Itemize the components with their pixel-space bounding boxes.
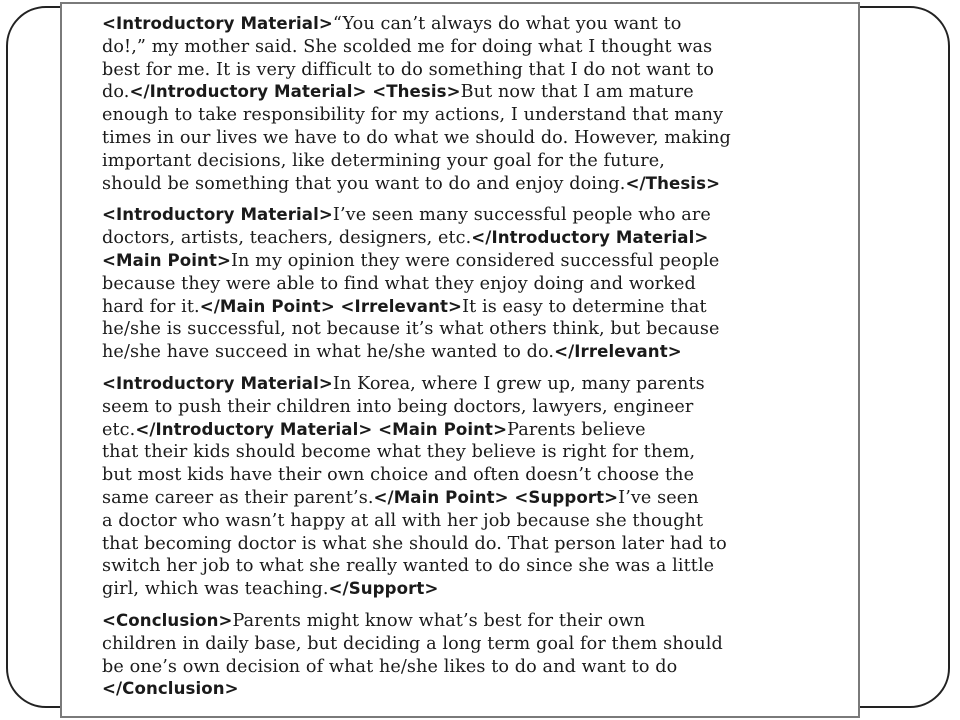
essay-text: he/she is successful, not because it’s what others think, but because <box>102 319 720 340</box>
markup-tag: <Main Point> <box>378 419 508 439</box>
essay-text: a doctor who wasn’t happy at all with her job because she thought <box>102 510 704 531</box>
essay-text: do!,” my mother said. She scolded me for doing what I thought was <box>102 36 713 57</box>
essay-text: important decisions, like determining your goal for the future, <box>102 150 665 171</box>
essay-document <box>60 2 860 718</box>
markup-tag: </Introductory Material> <box>471 228 709 248</box>
essay-text: same career as their parent’s. <box>102 487 374 508</box>
essay-text: I’ve seen <box>618 487 699 508</box>
markup-tag: </Main Point> <box>373 487 509 507</box>
essay-text: Parents believe <box>507 419 646 440</box>
essay-text: In my opinion they were considered successful people <box>231 250 720 271</box>
essay-text: he/she have succeed in what he/she wanted to do. <box>102 342 555 363</box>
markup-tag: <Thesis> <box>372 82 461 102</box>
essay-text: In Korea, where I grew up, many parents <box>332 373 705 394</box>
markup-tag: </Support> <box>328 579 439 599</box>
essay-text: doctors, artists, teachers, designers, etc. <box>102 228 472 249</box>
essay-text: but most kids have their own choice and often doesn’t choose the <box>102 465 695 486</box>
essay-text: hard for it. <box>102 296 200 317</box>
paragraph-2 <box>102 204 848 364</box>
essay-text: do. <box>102 82 130 103</box>
paragraph-1 <box>102 13 848 195</box>
markup-tag: <Introductory Material> <box>102 205 333 225</box>
essay-text: times in our lives we have to do what we should do. However, making <box>102 127 731 148</box>
essay-text: “You can’t always do what you want to <box>332 14 682 34</box>
essay-text: that their kids should become what they believe is right for them, <box>102 442 696 463</box>
essay-text: It is easy to determine that <box>462 296 707 317</box>
markup-tag: <Introductory Material> <box>102 373 333 393</box>
markup-tag: </Thesis> <box>625 173 721 193</box>
markup-tag: </Introductory Material> <box>129 82 367 102</box>
essay-text: seem to push their children into being doctors, lawyers, engineer <box>102 396 694 417</box>
essay-text: because they were able to find what they enjoy doing and worked <box>102 273 696 294</box>
markup-tag: <Introductory Material> <box>102 14 333 33</box>
essay-text: best for me. It is very difficult to do something that I do not want to <box>102 59 714 80</box>
paragraph-3 <box>102 373 848 601</box>
essay-text: children in daily base, but deciding a long term goal for them should <box>102 633 723 654</box>
essay-text: Parents might know what’s best for their own <box>232 610 646 631</box>
essay-text: be one’s own decision of what he/she likes to do and want to do <box>102 656 678 677</box>
markup-tag: </Irrelevant> <box>554 342 682 362</box>
markup-tag: </Main Point> <box>199 296 335 316</box>
markup-tag: </Introductory Material> <box>135 419 373 439</box>
paragraph-4 <box>102 610 848 701</box>
markup-tag: <Conclusion> <box>102 610 233 630</box>
markup-tag: <Main Point> <box>102 250 231 270</box>
markup-tag: </Conclusion> <box>102 679 239 699</box>
essay-text: etc. <box>102 419 136 440</box>
essay-text: should be something that you want to do and enjoy doing. <box>102 173 626 194</box>
essay-text: I’ve seen many successful people who are <box>332 205 711 226</box>
essay-text: enough to take responsibility for my actions, I understand that many <box>102 105 724 126</box>
essay-text: that becoming doctor is what she should do. That person later had to <box>102 533 727 554</box>
essay-text: switch her job to what she really wanted to do since she was a little <box>102 556 715 577</box>
essay-text: But now that I am mature <box>460 82 694 103</box>
markup-tag: <Support> <box>514 487 619 507</box>
essay-text: girl, which was teaching. <box>102 579 329 600</box>
markup-tag: <Irrelevant> <box>340 296 463 316</box>
